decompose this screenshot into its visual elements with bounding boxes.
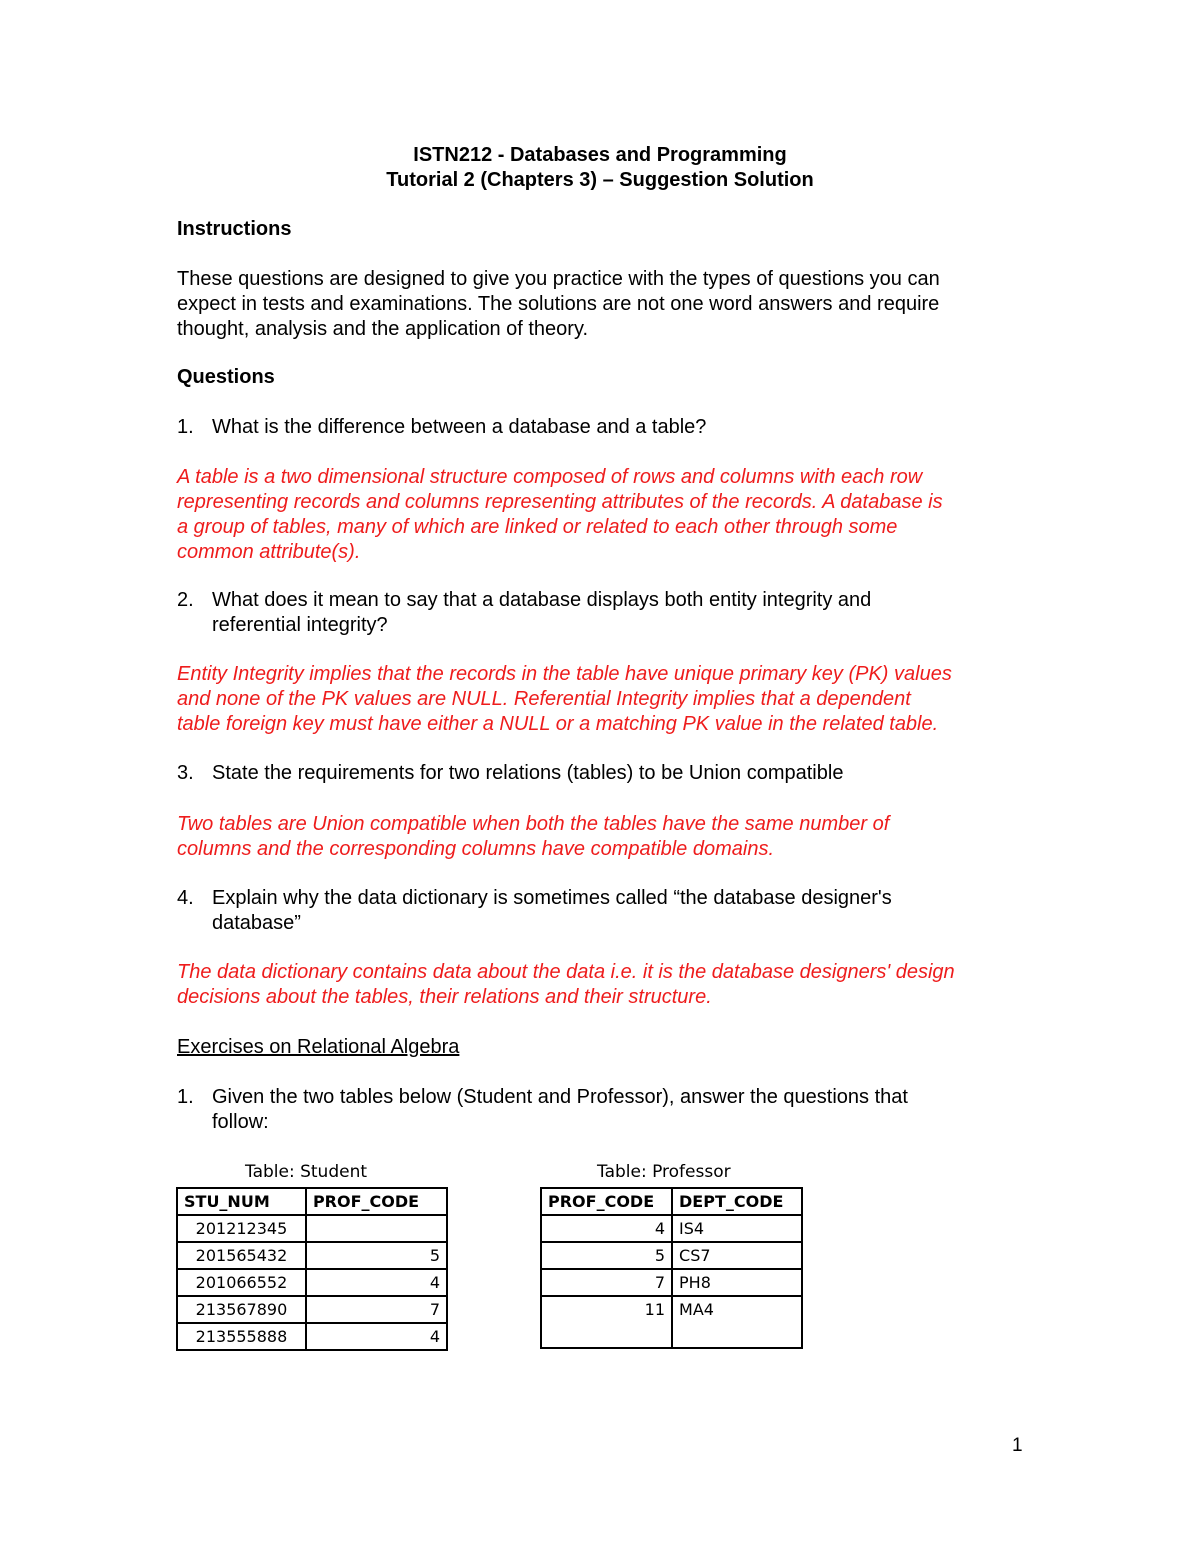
professor-table bbox=[540, 1187, 803, 1349]
answer-line: Two tables are Union compatible when both the tables have the same number of bbox=[177, 813, 890, 835]
answer-2 bbox=[177, 662, 1057, 737]
questions-heading: Questions bbox=[177, 366, 275, 388]
question-number: 4. bbox=[177, 887, 194, 909]
table-cell bbox=[672, 1322, 802, 1348]
table-row bbox=[541, 1322, 802, 1348]
table-cell: 11 bbox=[541, 1296, 672, 1322]
table-row bbox=[177, 1296, 447, 1323]
question-text: database” bbox=[212, 912, 301, 934]
answer-line: table foreign key must have either a NULL or a matching PK value in the related table. bbox=[177, 713, 939, 735]
table-row bbox=[541, 1296, 802, 1322]
table-cell: 4 bbox=[306, 1323, 447, 1350]
table-cell: IS4 bbox=[672, 1215, 802, 1242]
answer-line: A table is a two dimensional structure composed of rows and columns with each row bbox=[177, 466, 923, 488]
question-text: State the requirements for two relations (tables) to be Union compatible bbox=[212, 762, 844, 784]
exercise-number: 1. bbox=[177, 1086, 194, 1108]
answer-line: The data dictionary contains data about the data i.e. it is the database designers' design bbox=[177, 961, 955, 983]
exercise-text: Given the two tables below (Student and Professor), answer the questions that bbox=[212, 1086, 908, 1108]
professor-table-caption: Table: Professor bbox=[597, 1162, 731, 1182]
table-cell: 201565432 bbox=[177, 1242, 306, 1269]
answer-line: decisions about the tables, their relations and their structure. bbox=[177, 986, 712, 1008]
instructions-body bbox=[177, 267, 1037, 342]
table-cell: 4 bbox=[306, 1269, 447, 1296]
table-row bbox=[541, 1242, 802, 1269]
table-row bbox=[541, 1215, 802, 1242]
table-row bbox=[177, 1242, 447, 1269]
answer-1 bbox=[177, 465, 1037, 565]
question-text: referential integrity? bbox=[212, 614, 388, 636]
table-row bbox=[177, 1215, 447, 1242]
question-text: What is the difference between a database and a table? bbox=[212, 416, 707, 438]
exercises-heading: Exercises on Relational Algebra bbox=[177, 1036, 460, 1058]
table-cell bbox=[306, 1215, 447, 1242]
table-cell bbox=[541, 1322, 672, 1348]
exercise-text: follow: bbox=[212, 1111, 269, 1133]
answer-line: a group of tables, many of which are linked or related to each other through some bbox=[177, 516, 898, 538]
question-text: What does it mean to say that a database displays both entity integrity and bbox=[212, 589, 872, 611]
question-number: 2. bbox=[177, 589, 194, 611]
instructions-line: These questions are designed to give you practice with the types of questions you can bbox=[177, 268, 940, 290]
answer-line: and none of the PK values are NULL. Referential Integrity implies that a dependent bbox=[177, 688, 911, 710]
question-4 bbox=[177, 886, 1037, 936]
exercise-1 bbox=[177, 1085, 1037, 1135]
answer-line: Entity Integrity implies that the records in the table have unique primary key (PK) values bbox=[177, 663, 952, 685]
answer-line: representing records and columns representing attributes of the records. A database is bbox=[177, 491, 943, 513]
column-header: PROF_CODE bbox=[306, 1188, 447, 1215]
table-row bbox=[177, 1269, 447, 1296]
answer-4 bbox=[177, 960, 1057, 1010]
answer-line: common attribute(s). bbox=[177, 541, 361, 563]
column-header: STU_NUM bbox=[177, 1188, 306, 1215]
table-cell: CS7 bbox=[672, 1242, 802, 1269]
question-2 bbox=[177, 588, 1037, 638]
page-number: 1 bbox=[1012, 1435, 1023, 1456]
table-header-row bbox=[541, 1188, 802, 1215]
table-cell: 213567890 bbox=[177, 1296, 306, 1323]
question-3 bbox=[177, 761, 1037, 786]
question-number: 1. bbox=[177, 416, 194, 438]
student-table-caption: Table: Student bbox=[245, 1162, 368, 1182]
instructions-line: thought, analysis and the application of theory. bbox=[177, 318, 589, 340]
student-table bbox=[176, 1187, 448, 1351]
table-cell: 201212345 bbox=[177, 1215, 306, 1242]
table-cell: 7 bbox=[306, 1296, 447, 1323]
table-cell: 5 bbox=[541, 1242, 672, 1269]
table-cell: 213555888 bbox=[177, 1323, 306, 1350]
table-cell: PH8 bbox=[672, 1269, 802, 1296]
table-row bbox=[177, 1323, 447, 1350]
answer-line: columns and the corresponding columns have compatible domains. bbox=[177, 838, 775, 860]
table-cell: MA4 bbox=[672, 1296, 802, 1322]
table-row bbox=[541, 1269, 802, 1296]
table-cell: 5 bbox=[306, 1242, 447, 1269]
table-cell: 4 bbox=[541, 1215, 672, 1242]
instructions-heading: Instructions bbox=[177, 218, 292, 240]
column-header: DEPT_CODE bbox=[672, 1188, 802, 1215]
table-header-row bbox=[177, 1188, 447, 1215]
table-cell: 7 bbox=[541, 1269, 672, 1296]
instructions-line: expect in tests and examinations. The solutions are not one word answers and require bbox=[177, 293, 940, 315]
question-text: Explain why the data dictionary is sometimes called “the database designer's bbox=[212, 887, 892, 909]
document-title: ISTN212 - Databases and Programming bbox=[413, 144, 787, 166]
column-header: PROF_CODE bbox=[541, 1188, 672, 1215]
question-1 bbox=[177, 415, 1037, 440]
answer-3 bbox=[177, 812, 1037, 862]
table-cell: 201066552 bbox=[177, 1269, 306, 1296]
question-number: 3. bbox=[177, 762, 194, 784]
document-subtitle: Tutorial 2 (Chapters 3) – Suggestion Solution bbox=[386, 169, 814, 191]
